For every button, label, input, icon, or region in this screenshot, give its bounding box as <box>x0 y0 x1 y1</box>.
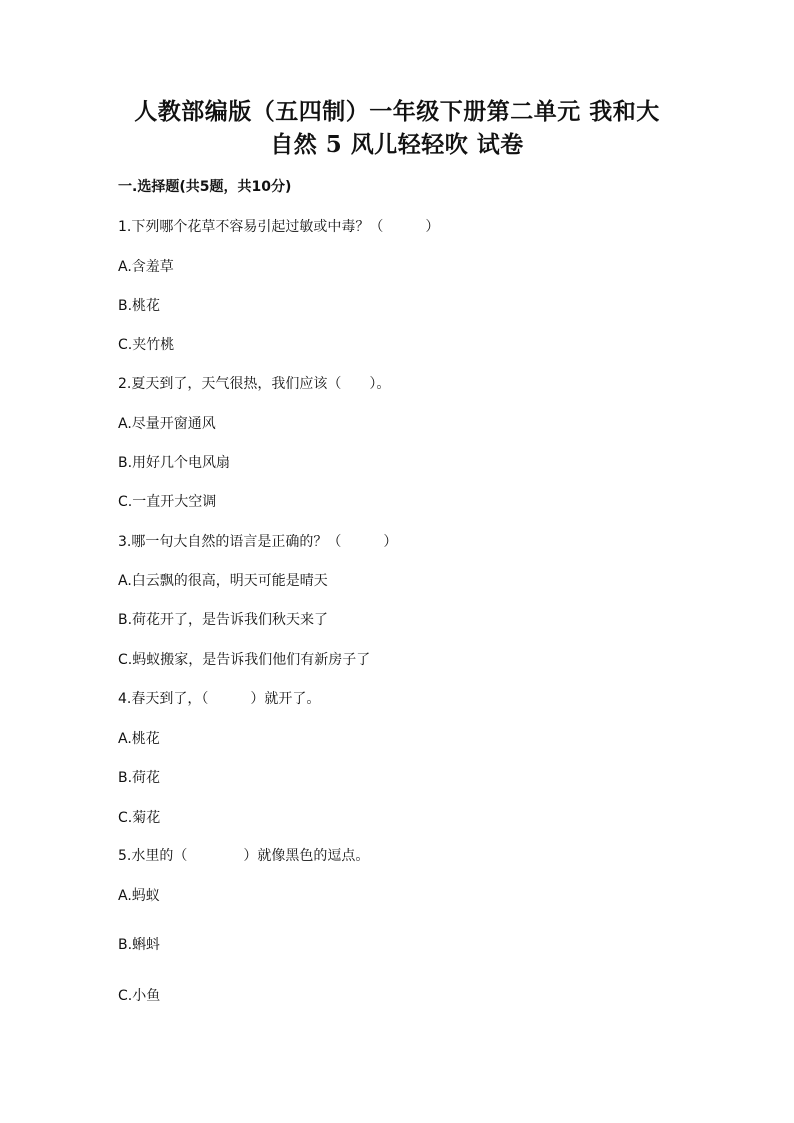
question-5-option-b: B.蝌蚪 <box>118 937 161 953</box>
question-4-stem: 4.春天到了，（ ）就开了。 <box>118 691 321 707</box>
question-5-option-c: C.小鱼 <box>118 988 161 1004</box>
question-2-option-c: C.一直开大空调 <box>118 494 217 510</box>
question-2-option-a: A.尽量开窗通风 <box>118 416 216 432</box>
document-title-line-2: 自然 5 风儿轻轻吹 试卷 <box>270 131 524 158</box>
question-1-option-c: C.夹竹桃 <box>118 337 175 353</box>
question-1-option-b: B.桃花 <box>118 298 161 314</box>
question-3-option-c: C.蚂蚁搬家，是告诉我们他们有新房子了 <box>118 652 371 668</box>
question-3-option-b: B.荷花开了，是告诉我们秋天来了 <box>118 612 329 628</box>
question-4-option-b: B.荷花 <box>118 770 161 786</box>
question-3-stem: 3.哪一句大自然的语言是正确的？（ ） <box>118 534 398 550</box>
document-title-line-1: 人教部编版（五四制）一年级下册第二单元 我和大 <box>134 98 660 125</box>
question-2-option-b: B.用好几个电风扇 <box>118 455 231 471</box>
question-1-option-a: A.含羞草 <box>118 259 174 275</box>
question-1-stem: 1.下列哪个花草不容易引起过敏或中毒？（ ） <box>118 219 440 235</box>
question-2-stem: 2.夏天到了，天气很热，我们应该（ ）。 <box>118 376 391 392</box>
question-4-option-c: C.菊花 <box>118 810 161 826</box>
question-3-option-a: A.白云飘的很高，明天可能是晴天 <box>118 573 328 589</box>
section-heading: 一.选择题(共5题，共10分) <box>118 179 292 195</box>
question-5-option-a: A.蚂蚁 <box>118 888 160 904</box>
question-5-stem: 5.水里的（ ）就像黑色的逗点。 <box>118 848 370 864</box>
question-4-option-a: A.桃花 <box>118 731 160 747</box>
